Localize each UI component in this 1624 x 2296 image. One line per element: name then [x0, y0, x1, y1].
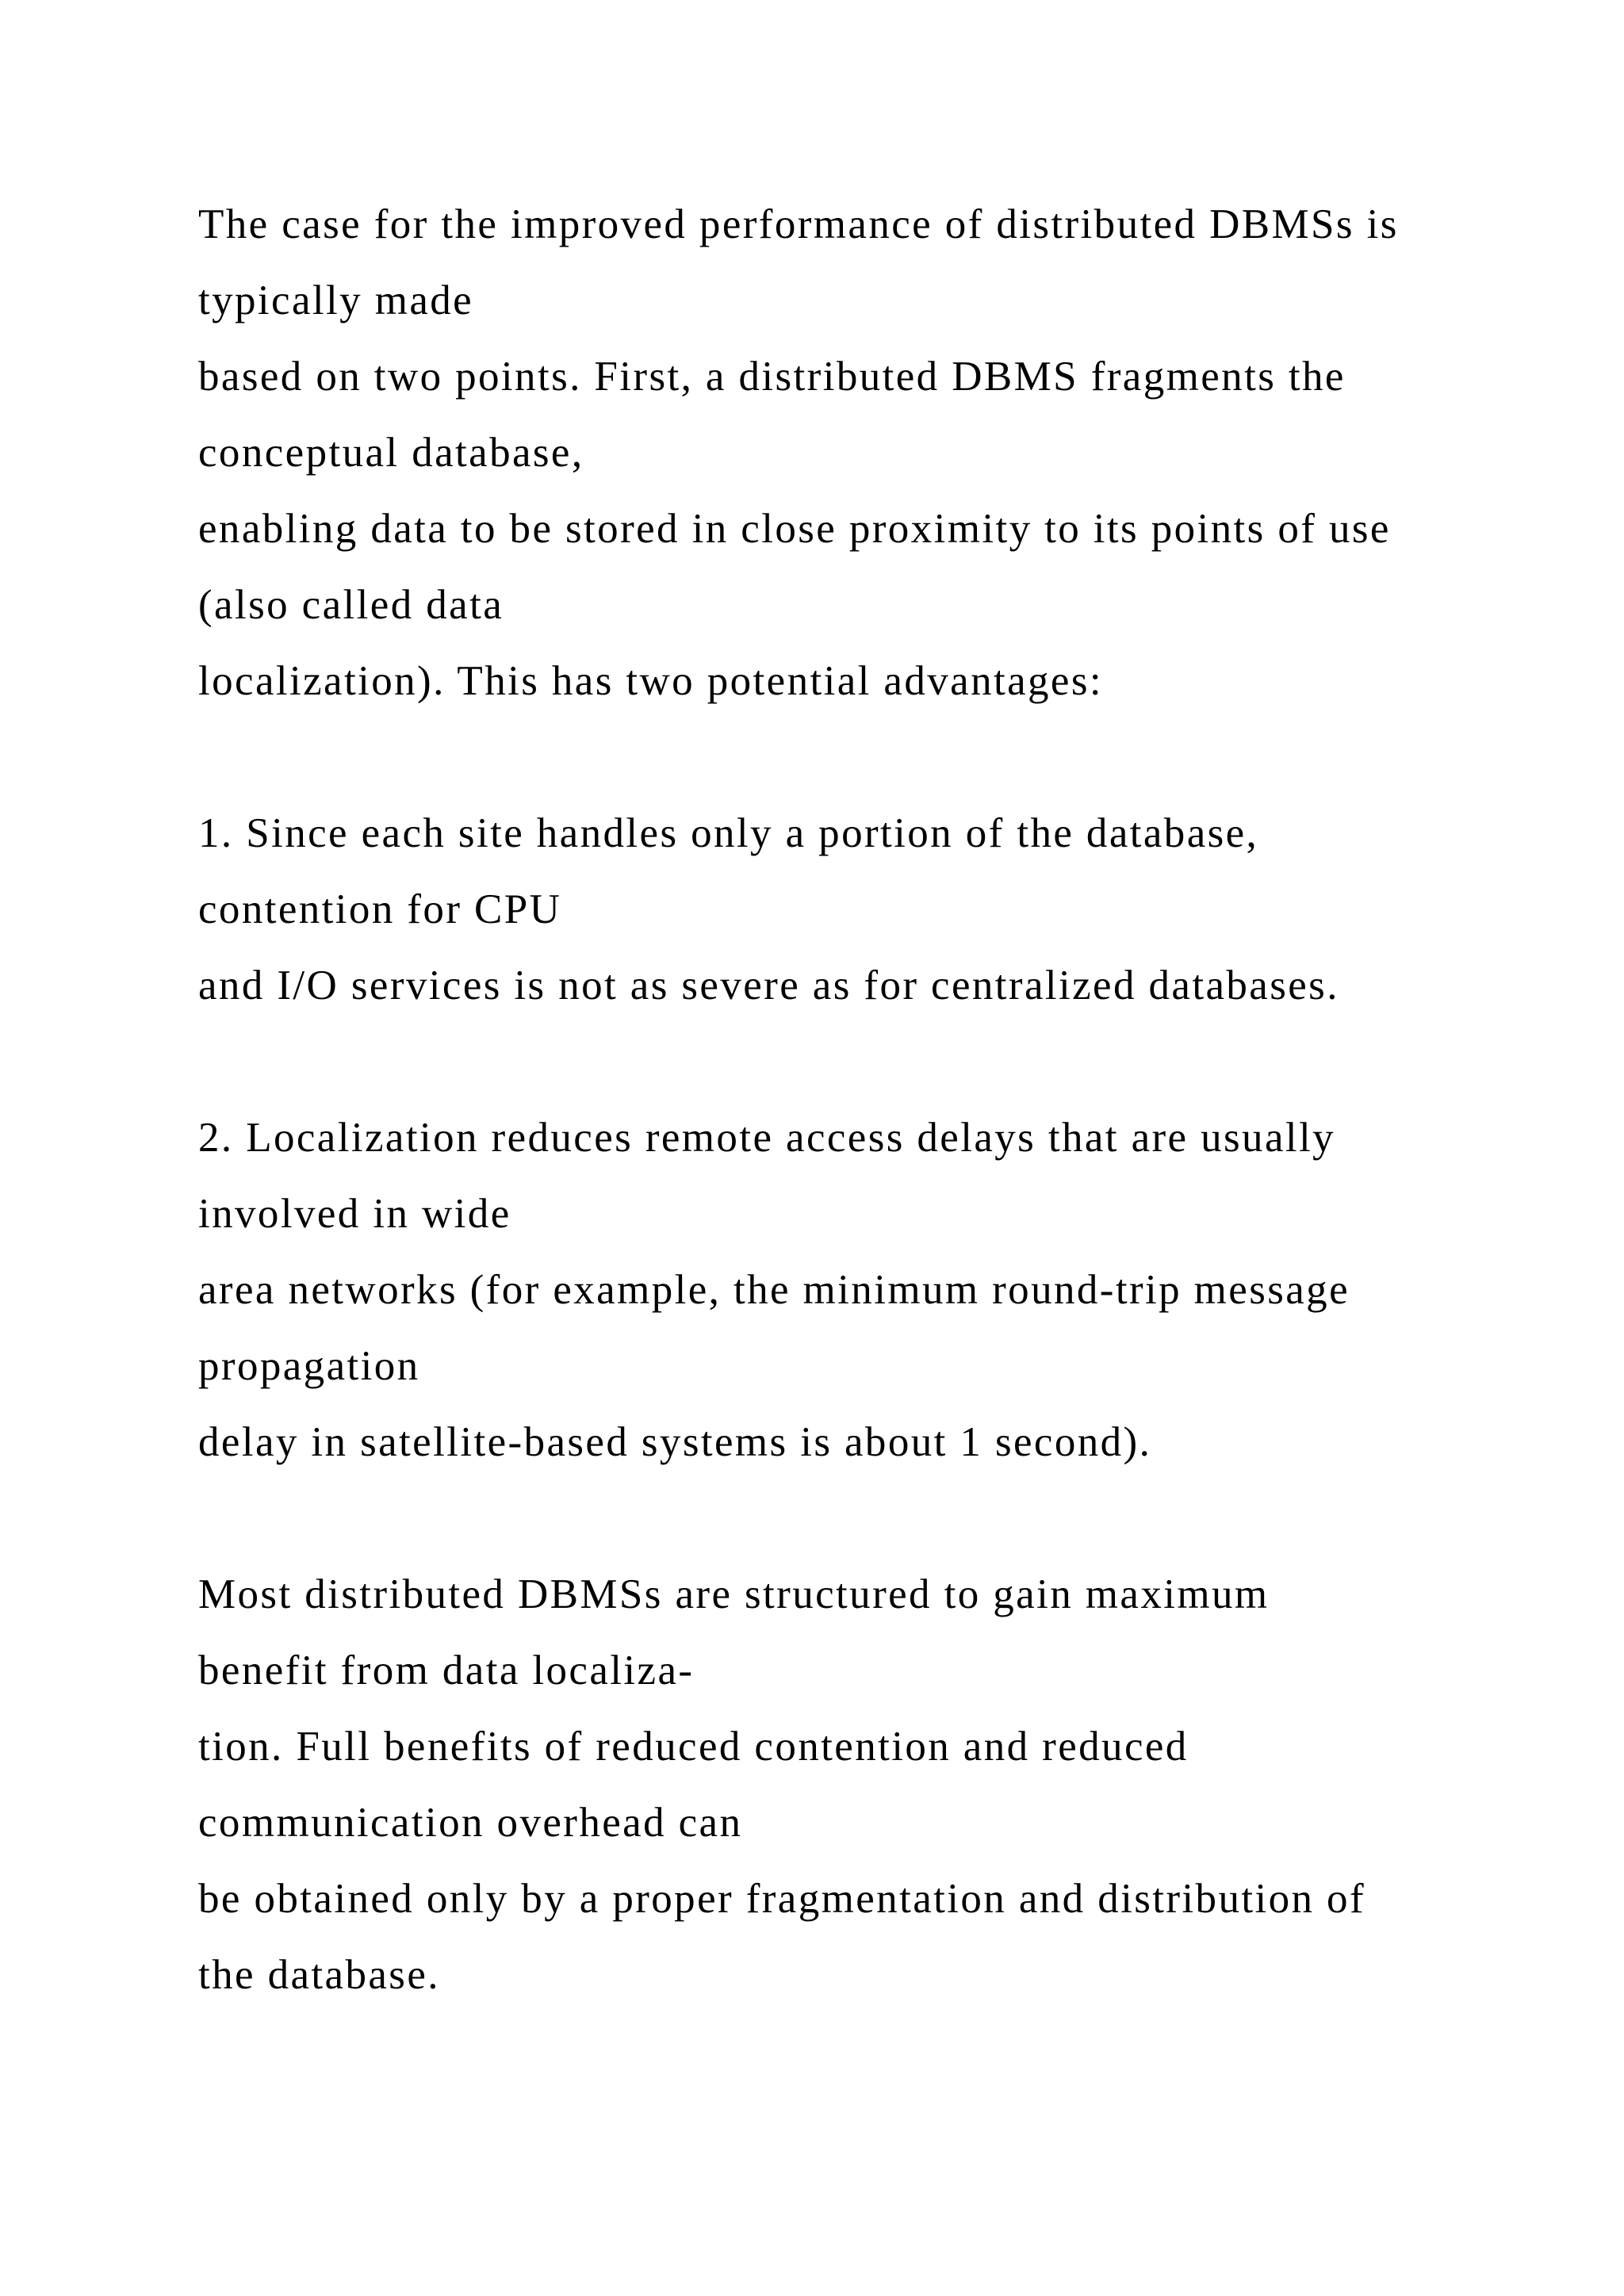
- text-line: enabling data to be stored in close proximity to its points of use: [198, 506, 1391, 552]
- paragraph-gap: [198, 1480, 1546, 1556]
- paragraph-point-2: [198, 1100, 1546, 1480]
- text-line: propagation: [198, 1343, 420, 1389]
- text-line: tion. Full benefits of reduced contention and reduced: [198, 1724, 1189, 1770]
- paragraph-conclusion: [198, 1556, 1546, 2013]
- text-line: conceptual database,: [198, 430, 584, 476]
- text-line: be obtained only by a proper fragmentation and distribution of: [198, 1876, 1365, 1922]
- paragraph-point-1: [198, 795, 1546, 1024]
- text-line: delay in satellite-based systems is about 1 second).: [198, 1419, 1152, 1465]
- text-line: and I/O services is not as severe as for centralized databases.: [198, 962, 1339, 1008]
- text-line: 2. Localization reduces remote access delays that are usually: [198, 1115, 1336, 1161]
- text-line: benefit from data localiza-: [198, 1647, 695, 1693]
- paragraph-gap: [198, 719, 1546, 795]
- text-line: Most distributed DBMSs are structured to gain maximum: [198, 1571, 1270, 1617]
- paragraph-gap: [198, 1024, 1546, 1100]
- text-line: localization). This has two potential advantages:: [198, 658, 1104, 704]
- text-line: contention for CPU: [198, 886, 562, 932]
- paragraph-intro: [198, 186, 1546, 719]
- text-line: (also called data: [198, 582, 504, 628]
- text-line: The case for the improved performance of distributed DBMSs is: [198, 201, 1399, 247]
- document-body: [198, 186, 1546, 2013]
- text-line: 1. Since each site handles only a portion of the database,: [198, 810, 1259, 856]
- text-line: involved in wide: [198, 1191, 511, 1237]
- text-line: based on two points. First, a distributed DBMS fragments the: [198, 354, 1346, 400]
- text-line: the database.: [198, 1952, 440, 1998]
- text-line: typically made: [198, 277, 474, 323]
- text-line: communication overhead can: [198, 1800, 743, 1846]
- text-line: area networks (for example, the minimum round-trip message: [198, 1267, 1350, 1313]
